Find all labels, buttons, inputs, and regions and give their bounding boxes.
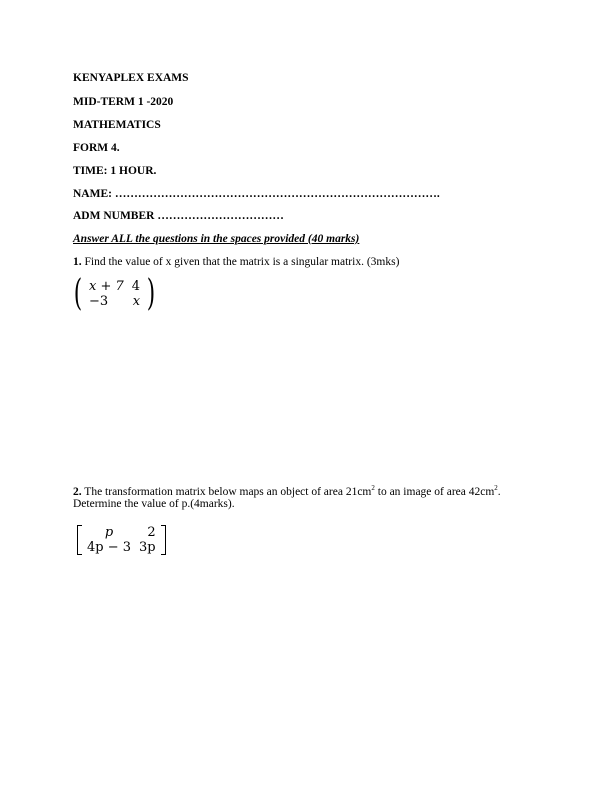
question-text: to an image of area 42cm xyxy=(374,485,495,498)
matrix-q2 xyxy=(77,525,166,555)
matrix-q1: ( x + 7 4 −3 x ) xyxy=(73,273,156,314)
superscript: 2 xyxy=(371,484,375,492)
matrix-cell: 4p − 3 xyxy=(87,540,132,555)
matrix-cell: x + 7 xyxy=(89,279,124,294)
superscript: 2 xyxy=(494,484,498,492)
matrix-cell: −3 xyxy=(89,294,109,309)
time: TIME: 1 HOUR. xyxy=(73,165,157,177)
question-text: . xyxy=(497,485,501,498)
name-field: NAME: …………………………………………………………………………. xyxy=(73,188,440,200)
question-number: 1. xyxy=(73,256,82,268)
question-1 xyxy=(73,256,399,268)
question-number: 2. xyxy=(73,485,82,498)
exam-term: MID-TERM 1 -2020 xyxy=(73,96,174,108)
form: FORM 4. xyxy=(73,142,120,154)
question-text: Find the value of x given that the matrix is a singular matrix. (3mks) xyxy=(81,256,400,268)
school-name: KENYAPLEX EXAMS xyxy=(73,72,189,84)
matrix-cell: 3p xyxy=(139,540,156,555)
matrix-cell: 4 xyxy=(131,279,141,294)
matrix-cell: 2 xyxy=(147,525,156,540)
question-2 xyxy=(73,484,501,498)
question-2-line-2: Determine the value of p.(4marks). xyxy=(73,498,235,510)
adm-number-field: ADM NUMBER …………………………… xyxy=(73,210,284,222)
question-text: The transformation matrix below maps an object of area 21cm xyxy=(81,485,372,498)
matrix-cell: x xyxy=(132,294,141,309)
subject: MATHEMATICS xyxy=(73,119,161,131)
instructions: Answer ALL the questions in the spaces provided (40 marks) xyxy=(73,233,360,245)
matrix-cell: p xyxy=(104,525,114,540)
